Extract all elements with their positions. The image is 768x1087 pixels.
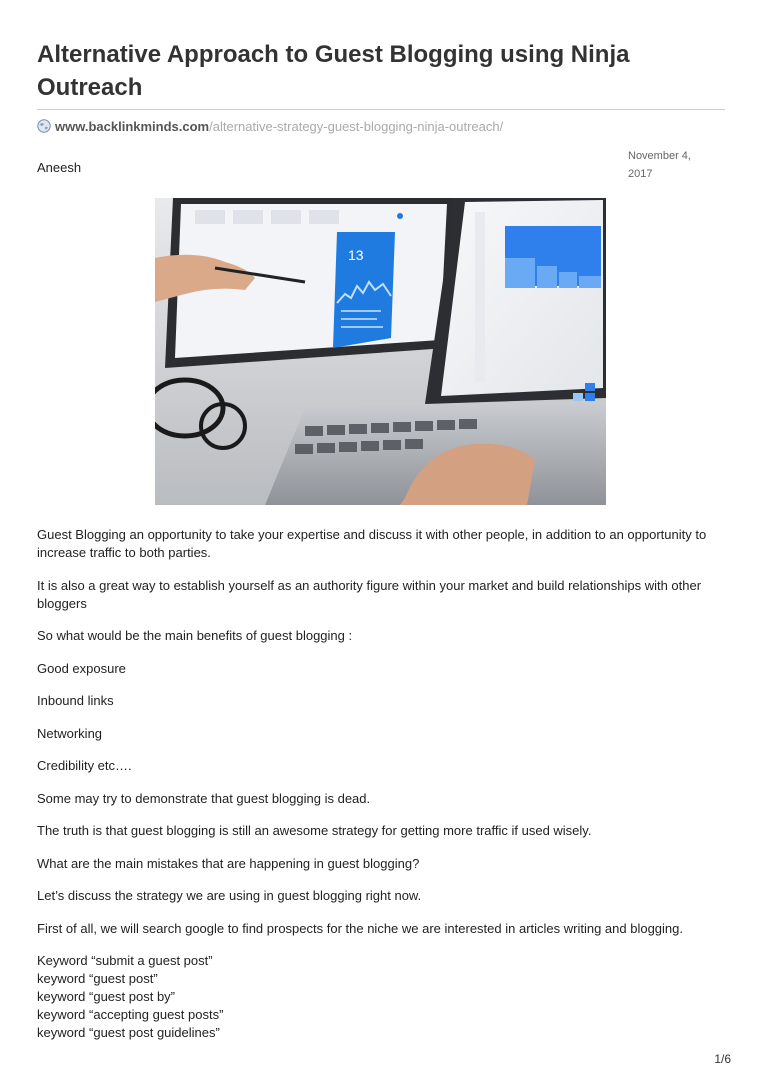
page-number: 1/6 xyxy=(714,1052,731,1066)
benefit-item: Networking xyxy=(37,725,103,741)
source-domain: www.backlinkminds.com xyxy=(55,119,210,134)
publish-date: November 4, 2017 xyxy=(628,150,691,180)
source-path: /alternative-strategy-guest-blogging-ninja-outreach/ xyxy=(209,119,504,134)
body-paragraph: Let’s discuss the strategy we are using in guest blogging right now. xyxy=(37,888,422,903)
title-divider xyxy=(37,109,725,110)
keyword-item: keyword “guest post” xyxy=(37,971,158,986)
globe-icon xyxy=(37,119,51,133)
body-paragraph: What are the main mistakes that are happening in guest blogging? xyxy=(37,855,420,871)
body-paragraph: First of all, we will search google to find prospects for the niche we are interested in articles writing and blogging. xyxy=(37,920,683,936)
keyword-item: keyword “accepting guest posts” xyxy=(37,1007,224,1022)
keyword-list xyxy=(37,952,732,1042)
article-body xyxy=(37,526,732,1042)
hero-image xyxy=(155,198,606,505)
body-paragraph: The truth is that guest blogging is still an awesome strategy for getting more traffic if used wisely. xyxy=(37,823,592,838)
benefit-item: Inbound links xyxy=(37,693,114,708)
body-paragraph: Guest Blogging an opportunity to take your expertise and discuss it with other people, in addition to an opportunity to increase traffic to both parties. xyxy=(37,527,707,560)
benefit-item: Credibility etc…. xyxy=(37,758,132,773)
keyword-item: Keyword “submit a guest post” xyxy=(37,953,213,968)
author-name: Aneesh xyxy=(37,160,82,175)
source-link[interactable] xyxy=(37,118,503,136)
tablet-metric: 13 xyxy=(348,247,364,263)
article-title: Alternative Approach to Guest Blogging using Ninja Outreach xyxy=(37,41,630,101)
body-paragraph: So what would be the main benefits of guest blogging : xyxy=(37,628,353,643)
body-paragraph: Some may try to demonstrate that guest blogging is dead. xyxy=(37,790,371,806)
keyword-item: keyword “guest post by” xyxy=(37,989,176,1004)
laptop-analytics-illustration xyxy=(155,198,606,505)
body-paragraph: It is also a great way to establish yourself as an authority figure within your market and build relationships with other bloggers xyxy=(37,577,702,611)
keyword-item: keyword “guest post guidelines” xyxy=(37,1025,220,1040)
benefit-item: Good exposure xyxy=(37,660,126,676)
